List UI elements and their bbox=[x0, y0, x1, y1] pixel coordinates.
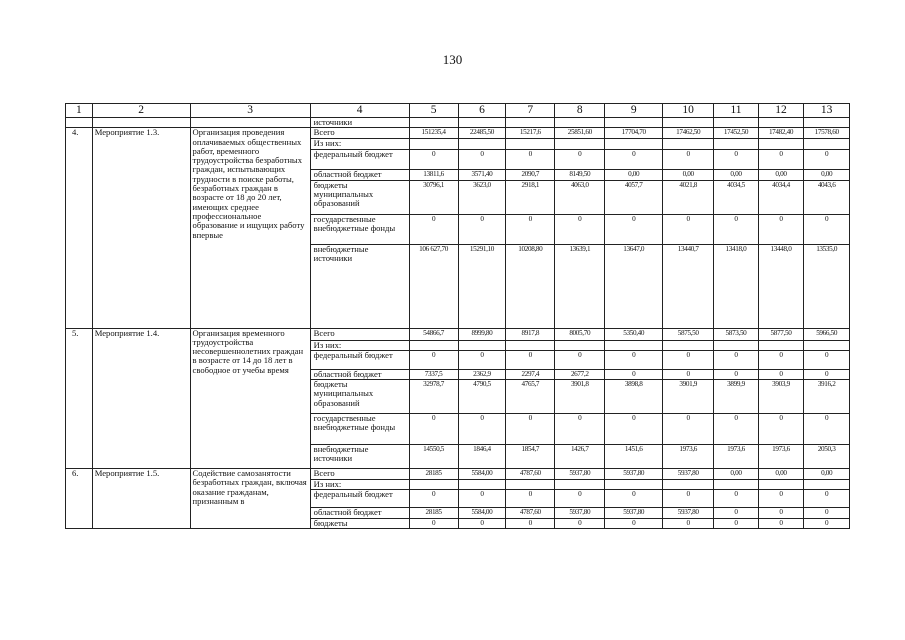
value-cell: 4787,60 bbox=[506, 469, 555, 480]
value-cell bbox=[409, 340, 458, 350]
value-cell: 0,00 bbox=[663, 169, 714, 180]
value-cell bbox=[409, 139, 458, 149]
source-cell: федеральный бюджет bbox=[310, 490, 409, 508]
value-cell bbox=[804, 139, 850, 149]
value-cell: 0 bbox=[714, 350, 758, 369]
value-cell: 0 bbox=[555, 518, 605, 528]
column-header: 9 bbox=[605, 104, 663, 118]
page-number: 130 bbox=[442, 52, 463, 67]
value-cell: 0 bbox=[605, 350, 663, 369]
value-cell bbox=[506, 118, 555, 128]
column-header: 10 bbox=[663, 104, 714, 118]
source-cell: источники bbox=[310, 118, 409, 128]
value-cell: 5877,50 bbox=[758, 328, 804, 340]
value-cell: 0 bbox=[409, 149, 458, 169]
value-cell: 0 bbox=[804, 350, 850, 369]
value-cell: 13811,6 bbox=[409, 169, 458, 180]
value-cell: 0 bbox=[409, 414, 458, 445]
value-cell: 0 bbox=[506, 214, 555, 244]
value-cell: 7337,5 bbox=[409, 369, 458, 379]
value-cell: 0 bbox=[804, 490, 850, 508]
value-cell: 5873,50 bbox=[714, 328, 758, 340]
source-cell: внебюджетные источники bbox=[310, 244, 409, 328]
column-header: 11 bbox=[714, 104, 758, 118]
value-cell: 0 bbox=[714, 414, 758, 445]
value-cell: 0 bbox=[458, 414, 506, 445]
value-cell: 4063,0 bbox=[555, 180, 605, 214]
value-cell bbox=[458, 480, 506, 490]
value-cell bbox=[409, 118, 458, 128]
value-cell: 15217,6 bbox=[506, 128, 555, 139]
value-cell bbox=[714, 139, 758, 149]
value-cell: 0 bbox=[758, 369, 804, 379]
row-number: 5. bbox=[66, 328, 93, 469]
column-header: 12 bbox=[758, 104, 804, 118]
value-cell: 0 bbox=[714, 508, 758, 518]
value-cell: 3901,8 bbox=[555, 380, 605, 414]
value-cell: 5966,50 bbox=[804, 328, 850, 340]
value-cell: 17578,60 bbox=[804, 128, 850, 139]
value-cell: 0 bbox=[663, 149, 714, 169]
value-cell: 1846,4 bbox=[458, 445, 506, 469]
value-cell: 0 bbox=[804, 369, 850, 379]
value-cell: 106 627,70 bbox=[409, 244, 458, 328]
empty-cell bbox=[92, 118, 190, 128]
value-cell: 5937,80 bbox=[605, 508, 663, 518]
value-cell bbox=[555, 139, 605, 149]
column-header: 5 bbox=[409, 104, 458, 118]
value-cell: 0 bbox=[663, 350, 714, 369]
value-cell: 54866,7 bbox=[409, 328, 458, 340]
value-cell: 0 bbox=[555, 214, 605, 244]
value-cell: 1973,6 bbox=[663, 445, 714, 469]
value-cell: 3916,2 bbox=[804, 380, 850, 414]
value-cell: 8005,70 bbox=[555, 328, 605, 340]
value-cell: 3623,0 bbox=[458, 180, 506, 214]
value-cell: 5937,80 bbox=[663, 469, 714, 480]
source-cell: областной бюджет bbox=[310, 169, 409, 180]
value-cell bbox=[758, 139, 804, 149]
value-cell bbox=[758, 118, 804, 128]
value-cell: 0 bbox=[758, 350, 804, 369]
value-cell: 0 bbox=[663, 369, 714, 379]
budget-table bbox=[65, 103, 850, 529]
empty-cell bbox=[190, 118, 310, 128]
value-cell: 2090,7 bbox=[506, 169, 555, 180]
value-cell: 4765,7 bbox=[506, 380, 555, 414]
table-row bbox=[66, 469, 850, 480]
value-cell: 0,00 bbox=[758, 169, 804, 180]
source-cell: Из них: bbox=[310, 139, 409, 149]
value-cell: 8917,8 bbox=[506, 328, 555, 340]
value-cell: 0 bbox=[758, 149, 804, 169]
value-cell: 32978,7 bbox=[409, 380, 458, 414]
value-cell bbox=[605, 118, 663, 128]
value-cell: 0 bbox=[458, 518, 506, 528]
value-cell: 15291,10 bbox=[458, 244, 506, 328]
column-header: 7 bbox=[506, 104, 555, 118]
value-cell: 4034,5 bbox=[714, 180, 758, 214]
value-cell bbox=[714, 118, 758, 128]
value-cell bbox=[506, 340, 555, 350]
value-cell: 4787,60 bbox=[506, 508, 555, 518]
value-cell: 0 bbox=[758, 518, 804, 528]
value-cell bbox=[663, 118, 714, 128]
value-cell: 0 bbox=[804, 518, 850, 528]
source-cell: областной бюджет bbox=[310, 508, 409, 518]
value-cell: 0 bbox=[506, 414, 555, 445]
value-cell bbox=[663, 340, 714, 350]
value-cell: 4790,5 bbox=[458, 380, 506, 414]
value-cell: 0,00 bbox=[605, 169, 663, 180]
value-cell: 0 bbox=[605, 214, 663, 244]
value-cell: 5937,80 bbox=[663, 508, 714, 518]
value-cell: 0 bbox=[714, 490, 758, 508]
value-cell: 2050,3 bbox=[804, 445, 850, 469]
measure-description: Организация временного трудоустройства несовершеннолетних граждан в возрасте от 14 до 18 лет в свободное от учебы время bbox=[190, 328, 310, 469]
source-cell: федеральный бюджет bbox=[310, 350, 409, 369]
value-cell: 0 bbox=[714, 369, 758, 379]
source-cell: бюджеты bbox=[310, 518, 409, 528]
value-cell: 0,00 bbox=[804, 169, 850, 180]
table-row bbox=[66, 128, 850, 139]
value-cell: 0 bbox=[506, 149, 555, 169]
column-header: 8 bbox=[555, 104, 605, 118]
value-cell: 0,00 bbox=[804, 469, 850, 480]
source-cell: федеральный бюджет bbox=[310, 149, 409, 169]
value-cell: 0 bbox=[555, 490, 605, 508]
source-cell: государственные внебюджетные фонды bbox=[310, 414, 409, 445]
measure-name: Мероприятие 1.3. bbox=[92, 128, 190, 328]
value-cell bbox=[605, 340, 663, 350]
value-cell: 5350,40 bbox=[605, 328, 663, 340]
value-cell: 0 bbox=[555, 414, 605, 445]
value-cell: 0 bbox=[409, 518, 458, 528]
value-cell bbox=[663, 480, 714, 490]
value-cell: 2677,2 bbox=[555, 369, 605, 379]
value-cell: 0 bbox=[506, 350, 555, 369]
value-cell bbox=[506, 139, 555, 149]
value-cell: 1451,6 bbox=[605, 445, 663, 469]
value-cell: 5875,50 bbox=[663, 328, 714, 340]
value-cell: 0 bbox=[409, 214, 458, 244]
table-row bbox=[66, 118, 850, 128]
value-cell: 30796,1 bbox=[409, 180, 458, 214]
value-cell: 0 bbox=[409, 350, 458, 369]
value-cell: 17482,40 bbox=[758, 128, 804, 139]
value-cell: 0 bbox=[605, 369, 663, 379]
value-cell: 2918,1 bbox=[506, 180, 555, 214]
column-header: 6 bbox=[458, 104, 506, 118]
value-cell bbox=[605, 139, 663, 149]
value-cell bbox=[663, 139, 714, 149]
value-cell bbox=[804, 340, 850, 350]
value-cell bbox=[758, 480, 804, 490]
value-cell: 14550,5 bbox=[409, 445, 458, 469]
source-cell: Всего bbox=[310, 328, 409, 340]
source-cell: Всего bbox=[310, 128, 409, 139]
value-cell bbox=[804, 480, 850, 490]
measure-name: Мероприятие 1.5. bbox=[92, 469, 190, 529]
table-body bbox=[66, 104, 850, 529]
value-cell: 1426,7 bbox=[555, 445, 605, 469]
value-cell: 3898,8 bbox=[605, 380, 663, 414]
value-cell: 0 bbox=[605, 518, 663, 528]
value-cell: 0 bbox=[714, 518, 758, 528]
value-cell bbox=[555, 118, 605, 128]
value-cell: 0 bbox=[804, 149, 850, 169]
value-cell: 0 bbox=[804, 414, 850, 445]
value-cell bbox=[458, 139, 506, 149]
value-cell: 0,00 bbox=[714, 169, 758, 180]
value-cell: 0 bbox=[458, 214, 506, 244]
value-cell: 0 bbox=[506, 518, 555, 528]
value-cell: 0 bbox=[663, 518, 714, 528]
value-cell: 0 bbox=[663, 490, 714, 508]
source-cell: государственные внебюджетные фонды bbox=[310, 214, 409, 244]
value-cell: 0 bbox=[506, 490, 555, 508]
value-cell: 2362,9 bbox=[458, 369, 506, 379]
value-cell: 1973,6 bbox=[758, 445, 804, 469]
value-cell: 5937,80 bbox=[555, 508, 605, 518]
source-cell: бюджеты муниципальных образований bbox=[310, 380, 409, 414]
value-cell bbox=[506, 480, 555, 490]
value-cell: 28185 bbox=[409, 508, 458, 518]
value-cell: 3901,9 bbox=[663, 380, 714, 414]
value-cell: 0 bbox=[409, 490, 458, 508]
value-cell: 13647,0 bbox=[605, 244, 663, 328]
value-cell: 3571,40 bbox=[458, 169, 506, 180]
value-cell: 5937,80 bbox=[555, 469, 605, 480]
value-cell: 25851,60 bbox=[555, 128, 605, 139]
source-cell: бюджеты муниципальных образований bbox=[310, 180, 409, 214]
column-header: 13 bbox=[804, 104, 850, 118]
value-cell: 0 bbox=[714, 214, 758, 244]
value-cell: 4057,7 bbox=[605, 180, 663, 214]
value-cell: 13418,0 bbox=[714, 244, 758, 328]
measure-description: Организация проведения оплачиваемых общественных работ, временного трудоустройства безработных граждан, испытывающих трудности в поиске работы, безработных граждан в возрасте от 18 до 20 лет, имеющих среднее профессиональное образование и ищущих работу впервые bbox=[190, 128, 310, 328]
value-cell bbox=[409, 480, 458, 490]
value-cell bbox=[555, 480, 605, 490]
value-cell: 13639,1 bbox=[555, 244, 605, 328]
value-cell: 0 bbox=[804, 214, 850, 244]
value-cell: 28185 bbox=[409, 469, 458, 480]
value-cell: 0 bbox=[458, 490, 506, 508]
value-cell: 0 bbox=[663, 214, 714, 244]
value-cell: 5937,80 bbox=[605, 469, 663, 480]
value-cell: 10208,80 bbox=[506, 244, 555, 328]
value-cell: 0 bbox=[555, 350, 605, 369]
value-cell bbox=[555, 340, 605, 350]
value-cell: 0 bbox=[758, 414, 804, 445]
column-header: 4 bbox=[310, 104, 409, 118]
value-cell: 0 bbox=[663, 414, 714, 445]
value-cell: 22485,50 bbox=[458, 128, 506, 139]
value-cell bbox=[458, 118, 506, 128]
table-row bbox=[66, 328, 850, 340]
value-cell: 5584,00 bbox=[458, 508, 506, 518]
value-cell: 8149,50 bbox=[555, 169, 605, 180]
value-cell bbox=[758, 340, 804, 350]
value-cell: 0 bbox=[605, 490, 663, 508]
source-cell: областной бюджет bbox=[310, 369, 409, 379]
value-cell: 13448,0 bbox=[758, 244, 804, 328]
value-cell: 0 bbox=[458, 149, 506, 169]
value-cell: 0 bbox=[555, 149, 605, 169]
value-cell: 4043,6 bbox=[804, 180, 850, 214]
value-cell: 0 bbox=[605, 414, 663, 445]
empty-cell bbox=[66, 118, 93, 128]
value-cell: 13535,0 bbox=[804, 244, 850, 328]
value-cell: 2297,4 bbox=[506, 369, 555, 379]
header-row bbox=[66, 104, 850, 118]
value-cell: 17452,50 bbox=[714, 128, 758, 139]
column-header: 1 bbox=[66, 104, 93, 118]
value-cell: 3903,9 bbox=[758, 380, 804, 414]
value-cell: 5584,00 bbox=[458, 469, 506, 480]
value-cell: 1973,6 bbox=[714, 445, 758, 469]
value-cell bbox=[714, 340, 758, 350]
value-cell: 8999,80 bbox=[458, 328, 506, 340]
measure-description: Содействие самозанятости безработных граждан, включая оказание гражданам, признанным в bbox=[190, 469, 310, 529]
source-cell: Из них: bbox=[310, 480, 409, 490]
value-cell: 0,00 bbox=[758, 469, 804, 480]
measure-name: Мероприятие 1.4. bbox=[92, 328, 190, 469]
row-number: 6. bbox=[66, 469, 93, 529]
source-cell: внебюджетные источники bbox=[310, 445, 409, 469]
value-cell bbox=[605, 480, 663, 490]
value-cell bbox=[458, 340, 506, 350]
value-cell: 1854,7 bbox=[506, 445, 555, 469]
value-cell: 0 bbox=[714, 149, 758, 169]
column-header: 3 bbox=[190, 104, 310, 118]
value-cell: 0 bbox=[758, 214, 804, 244]
value-cell: 17704,70 bbox=[605, 128, 663, 139]
value-cell: 4034,4 bbox=[758, 180, 804, 214]
value-cell: 17462,50 bbox=[663, 128, 714, 139]
value-cell: 0 bbox=[758, 490, 804, 508]
row-number: 4. bbox=[66, 128, 93, 328]
value-cell: 4021,8 bbox=[663, 180, 714, 214]
value-cell: 151235,4 bbox=[409, 128, 458, 139]
value-cell: 0,00 bbox=[714, 469, 758, 480]
source-cell: Всего bbox=[310, 469, 409, 480]
value-cell: 3899,9 bbox=[714, 380, 758, 414]
value-cell: 0 bbox=[758, 508, 804, 518]
value-cell bbox=[714, 480, 758, 490]
value-cell: 0 bbox=[804, 508, 850, 518]
value-cell bbox=[804, 118, 850, 128]
value-cell: 0 bbox=[458, 350, 506, 369]
value-cell: 0 bbox=[605, 149, 663, 169]
source-cell: Из них: bbox=[310, 340, 409, 350]
column-header: 2 bbox=[92, 104, 190, 118]
value-cell: 13440,7 bbox=[663, 244, 714, 328]
